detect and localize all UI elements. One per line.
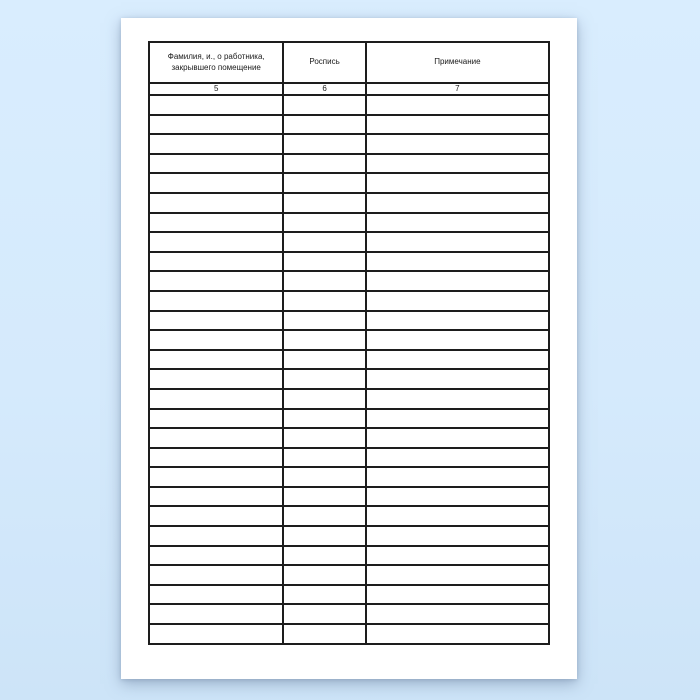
empty-cell — [283, 506, 365, 526]
empty-cell — [149, 252, 283, 272]
empty-cell — [283, 252, 365, 272]
empty-cell — [149, 193, 283, 213]
empty-cell — [283, 193, 365, 213]
empty-cell — [149, 115, 283, 135]
empty-data-row — [149, 389, 549, 409]
column-number-6: 6 — [283, 83, 365, 95]
empty-cell — [366, 232, 549, 252]
empty-data-row — [149, 369, 549, 389]
empty-cell — [283, 604, 365, 624]
empty-cell — [366, 448, 549, 468]
empty-data-row — [149, 350, 549, 370]
empty-cell — [149, 330, 283, 350]
empty-cell — [149, 409, 283, 429]
empty-cell — [283, 154, 365, 174]
empty-cell — [366, 389, 549, 409]
empty-cell — [366, 271, 549, 291]
empty-cell — [149, 506, 283, 526]
empty-cell — [366, 95, 549, 115]
empty-cell — [366, 546, 549, 566]
empty-cell — [366, 409, 549, 429]
empty-cell — [366, 291, 549, 311]
empty-data-row — [149, 546, 549, 566]
empty-cell — [149, 95, 283, 115]
empty-data-row — [149, 506, 549, 526]
empty-cell — [283, 448, 365, 468]
empty-cell — [283, 350, 365, 370]
empty-data-row — [149, 193, 549, 213]
empty-cell — [366, 330, 549, 350]
empty-cell — [366, 134, 549, 154]
empty-cell — [283, 134, 365, 154]
empty-cell — [366, 115, 549, 135]
empty-cell — [149, 428, 283, 448]
empty-cell — [366, 311, 549, 331]
empty-data-row — [149, 95, 549, 115]
empty-rows — [149, 95, 549, 644]
empty-data-row — [149, 330, 549, 350]
empty-cell — [283, 311, 365, 331]
empty-cell — [149, 448, 283, 468]
empty-data-row — [149, 565, 549, 585]
empty-cell — [283, 546, 365, 566]
empty-data-row — [149, 173, 549, 193]
empty-data-row — [149, 409, 549, 429]
document-page — [121, 18, 577, 679]
empty-cell — [283, 95, 365, 115]
empty-cell — [149, 624, 283, 644]
empty-data-row — [149, 252, 549, 272]
journal-table — [148, 41, 550, 645]
empty-cell — [283, 369, 365, 389]
col-header-note: Примечание — [366, 42, 549, 83]
empty-cell — [283, 526, 365, 546]
empty-data-row — [149, 271, 549, 291]
empty-cell — [366, 193, 549, 213]
empty-data-row — [149, 487, 549, 507]
column-number-5: 5 — [149, 83, 283, 95]
empty-cell — [366, 565, 549, 585]
empty-cell — [149, 154, 283, 174]
empty-cell — [283, 428, 365, 448]
empty-cell — [283, 291, 365, 311]
empty-cell — [149, 585, 283, 605]
empty-cell — [283, 467, 365, 487]
empty-cell — [149, 487, 283, 507]
empty-cell — [283, 330, 365, 350]
empty-cell — [366, 252, 549, 272]
empty-cell — [366, 350, 549, 370]
empty-cell — [366, 154, 549, 174]
empty-cell — [283, 487, 365, 507]
empty-cell — [366, 467, 549, 487]
empty-cell — [149, 213, 283, 233]
empty-cell — [283, 173, 365, 193]
empty-cell — [149, 389, 283, 409]
empty-cell — [149, 232, 283, 252]
empty-cell — [366, 604, 549, 624]
col-header-employee-name: Фамилия, и., о работника, закрывшего помещение — [149, 42, 283, 83]
empty-cell — [366, 213, 549, 233]
empty-cell — [366, 624, 549, 644]
col-header-signature: Роспись — [283, 42, 365, 83]
column-number-row — [149, 83, 549, 95]
empty-cell — [283, 232, 365, 252]
empty-cell — [366, 506, 549, 526]
empty-data-row — [149, 134, 549, 154]
empty-cell — [149, 291, 283, 311]
empty-cell — [149, 311, 283, 331]
header-row — [149, 42, 549, 83]
empty-data-row — [149, 585, 549, 605]
empty-cell — [149, 467, 283, 487]
empty-cell — [149, 604, 283, 624]
empty-data-row — [149, 291, 549, 311]
empty-cell — [366, 173, 549, 193]
empty-cell — [283, 409, 365, 429]
empty-cell — [149, 369, 283, 389]
empty-cell — [283, 115, 365, 135]
empty-data-row — [149, 624, 549, 644]
empty-cell — [283, 565, 365, 585]
column-number-7: 7 — [366, 83, 549, 95]
empty-cell — [283, 389, 365, 409]
empty-data-row — [149, 448, 549, 468]
empty-cell — [149, 565, 283, 585]
empty-cell — [149, 271, 283, 291]
empty-cell — [366, 526, 549, 546]
empty-cell — [149, 350, 283, 370]
empty-cell — [366, 585, 549, 605]
empty-cell — [283, 271, 365, 291]
empty-cell — [366, 428, 549, 448]
empty-data-row — [149, 154, 549, 174]
empty-data-row — [149, 213, 549, 233]
empty-data-row — [149, 115, 549, 135]
empty-cell — [283, 213, 365, 233]
empty-data-row — [149, 232, 549, 252]
empty-cell — [149, 173, 283, 193]
empty-data-row — [149, 467, 549, 487]
empty-cell — [149, 134, 283, 154]
empty-data-row — [149, 428, 549, 448]
empty-cell — [283, 585, 365, 605]
empty-cell — [366, 487, 549, 507]
empty-data-row — [149, 311, 549, 331]
empty-data-row — [149, 526, 549, 546]
empty-cell — [366, 369, 549, 389]
empty-cell — [149, 546, 283, 566]
empty-cell — [283, 624, 365, 644]
empty-data-row — [149, 604, 549, 624]
empty-cell — [149, 526, 283, 546]
